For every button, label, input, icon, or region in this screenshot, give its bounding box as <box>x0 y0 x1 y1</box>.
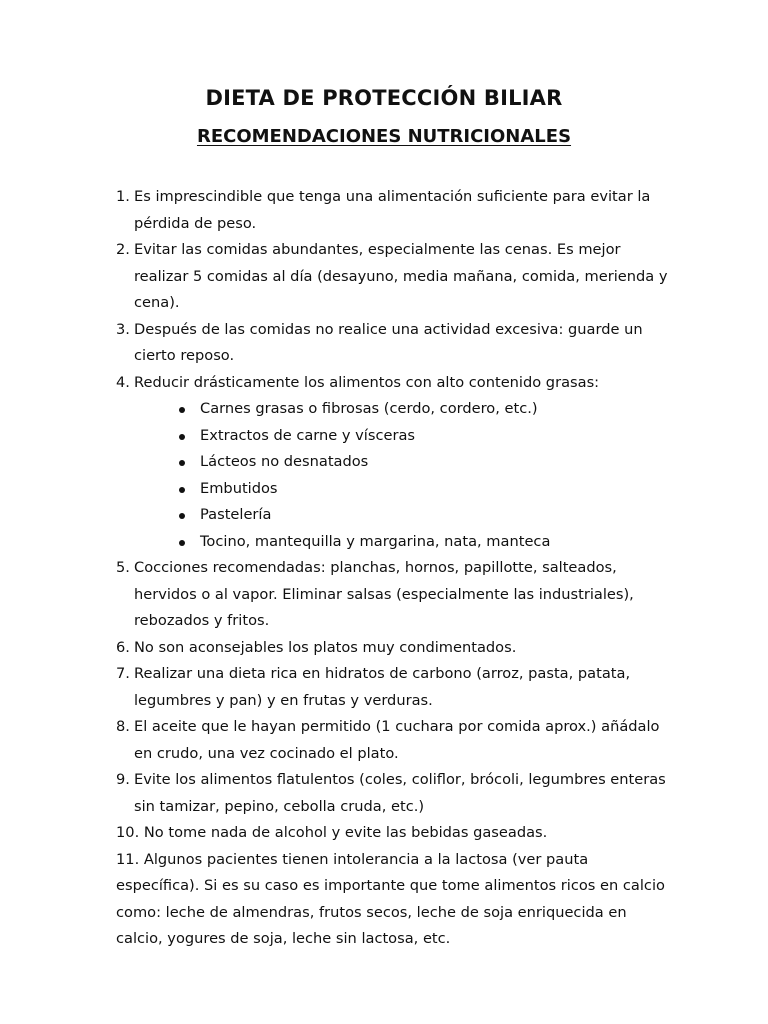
document-subtitle <box>0 126 768 147</box>
recommendation-item <box>116 184 676 237</box>
bullet-icon <box>179 540 185 546</box>
recommendation-item <box>116 237 676 317</box>
item-text: Evitar las comidas abundantes, especialmente las cenas. Es mejor realizar 5 comidas al día (desayuno, media mañana, comida, merienda y cena). <box>134 241 668 311</box>
list-item-text: Pastelería <box>200 506 272 523</box>
subtitle-text: RECOMENDACIONES NUTRICIONALES <box>196 126 572 147</box>
recommendation-item <box>116 635 676 662</box>
item-text: El aceite que le hayan permitido (1 cuchara por comida aprox.) añádalo en crudo, una vez cocinado el plato. <box>134 718 660 762</box>
item-number: 11. <box>116 850 140 868</box>
recommendation-item <box>116 820 676 847</box>
recommendation-item <box>116 661 676 714</box>
bullet-icon <box>179 487 185 493</box>
recommendation-item <box>116 317 676 370</box>
item-text: Cocciones recomendadas: planchas, hornos, papillotte, salteados, hervidos o al vapor. Eliminar salsas (especialmente las industriales), rebozados y fritos. <box>134 559 634 629</box>
recommendations-list <box>116 184 676 953</box>
item-text: Realizar una dieta rica en hidratos de carbono (arroz, pasta, patata, legumbres y pan) y en frutas y verduras. <box>134 665 631 709</box>
list-item <box>200 449 676 476</box>
list-item <box>200 423 676 450</box>
item-number: 4. <box>116 373 130 391</box>
recommendation-item <box>116 847 676 953</box>
recommendation-item <box>116 555 676 635</box>
item-text: Reducir drásticamente los alimentos con alto contenido grasas: <box>134 373 600 391</box>
item-number: 3. <box>116 320 130 338</box>
item-number: 1. <box>116 188 130 205</box>
list-item-text: Embutidos <box>200 479 278 497</box>
item-text: Evite los alimentos flatulentos (coles, coliflor, brócoli, legumbres enteras sin tamizar, pepino, cebolla cruda, etc.) <box>134 771 666 815</box>
bullet-icon <box>179 407 185 413</box>
item-number: 10. <box>116 824 140 841</box>
list-item-text: Carnes grasas o fibrosas (cerdo, cordero, etc.) <box>200 400 538 417</box>
item-number: 2. <box>116 241 130 258</box>
list-item-text: Lácteos no desnatados <box>200 453 369 470</box>
item-number: 7. <box>116 665 130 682</box>
list-item-text: Extractos de carne y vísceras <box>200 426 416 444</box>
bullet-icon <box>179 513 185 519</box>
bullet-icon <box>179 460 185 466</box>
item-text: Algunos pacientes tienen intolerancia a la lactosa (ver pauta específica). Si es su caso es importante que tome alimentos ricos en calcio como: leche de almendras, frutos secos, leche de soja enriquecida en calcio, yogures de soja, leche sin lactosa, etc. <box>116 850 665 947</box>
list-item <box>200 476 676 503</box>
list-item <box>200 396 676 423</box>
recommendation-item <box>116 370 676 397</box>
recommendation-item <box>116 714 676 767</box>
item-text: No tome nada de alcohol y evite las bebidas gaseadas. <box>143 824 548 841</box>
item-number: 5. <box>116 559 130 576</box>
recommendation-item <box>116 767 676 820</box>
item-number: 6. <box>116 638 130 656</box>
list-item <box>200 529 676 556</box>
list-item <box>200 502 676 529</box>
bullet-icon <box>179 434 185 440</box>
item-number: 9. <box>116 771 130 788</box>
document-title: DIETA DE PROTECCIÓN BILIAR <box>205 86 563 110</box>
item-text: Es imprescindible que tenga una alimentación suficiente para evitar la pérdida de peso. <box>134 188 651 232</box>
item-text: Después de las comidas no realice una actividad excesiva: guarde un cierto reposo. <box>134 320 643 364</box>
item-number: 8. <box>116 718 130 735</box>
item-text: No son aconsejables los platos muy condimentados. <box>134 638 517 656</box>
fat-foods-list <box>116 396 676 555</box>
list-item-text: Tocino, mantequilla y margarina, nata, manteca <box>200 532 551 550</box>
